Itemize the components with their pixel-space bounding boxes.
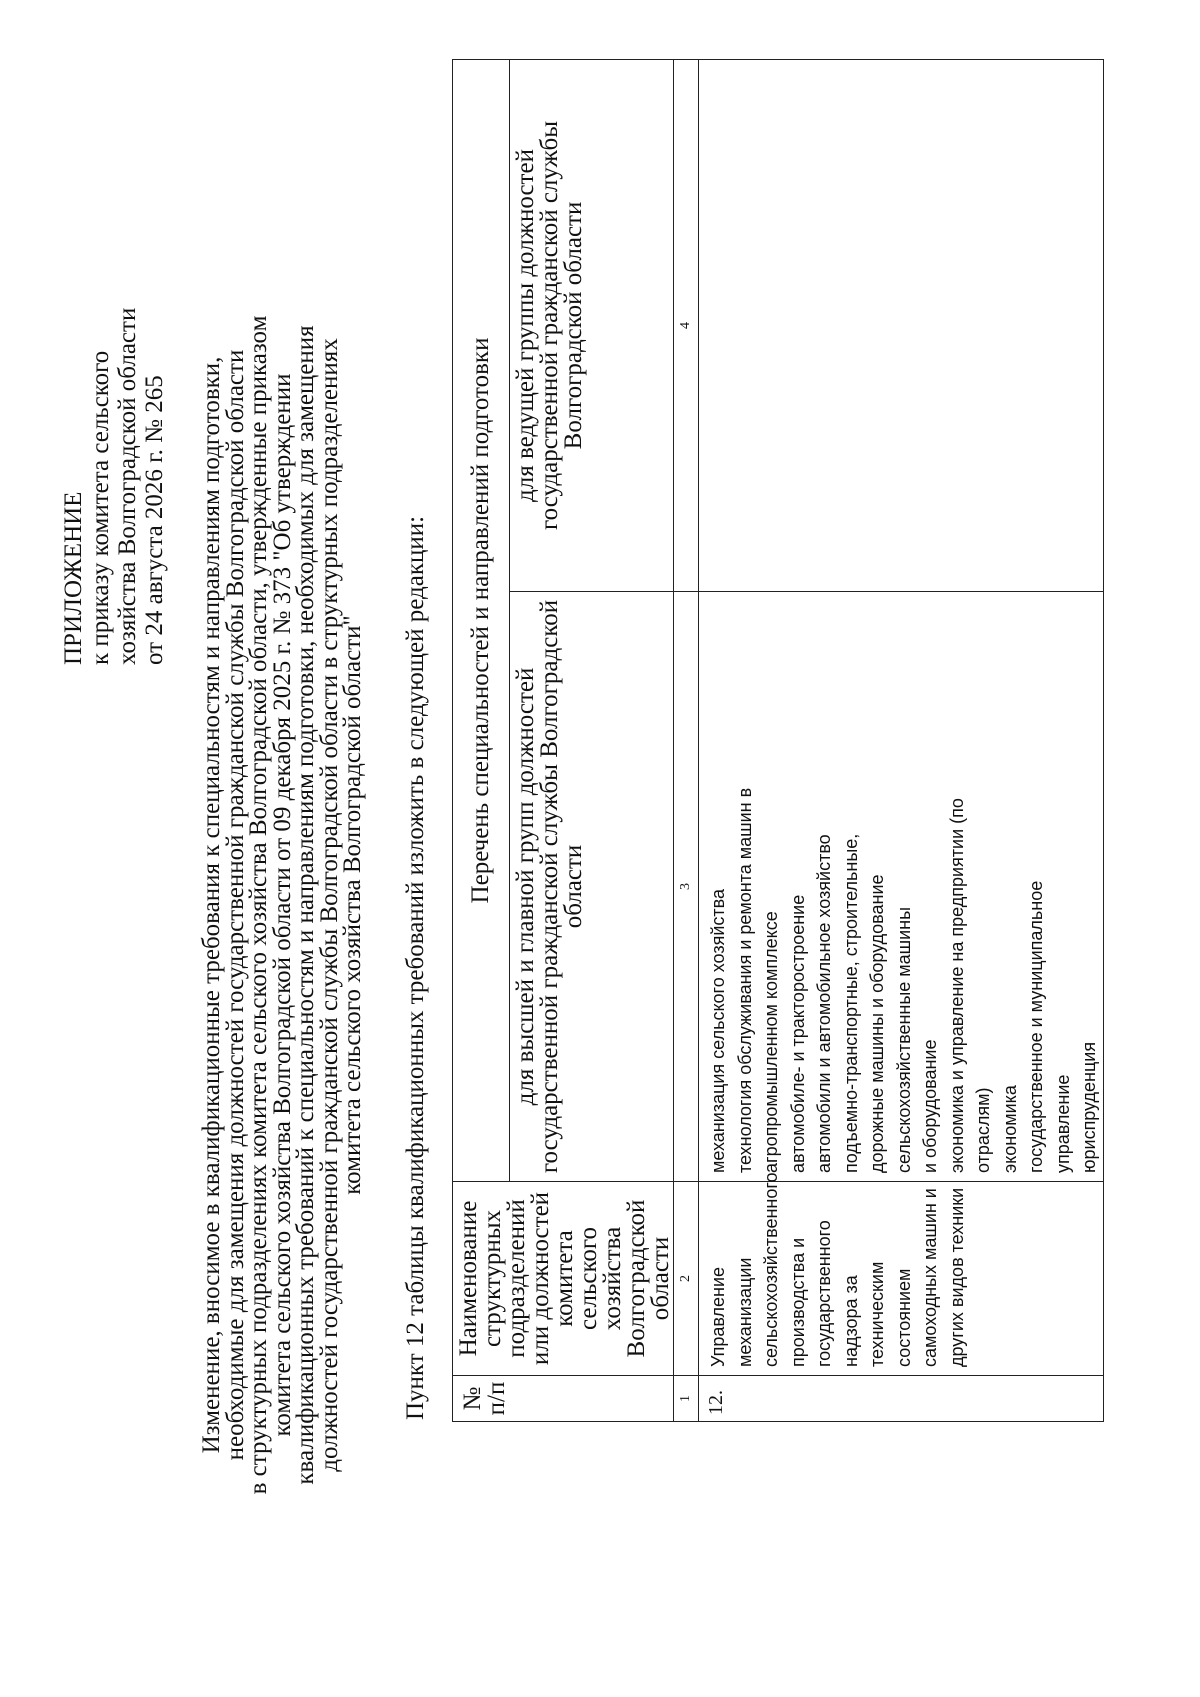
column-number: 1	[674, 1376, 699, 1422]
intro-heading	[200, 290, 365, 1520]
specialty-item: государственное и муниципальное	[1026, 880, 1046, 1173]
intro-line: комитета сельского хозяйства Волгоградской области"	[339, 615, 366, 1195]
header-higher-groups: для высшей и главной групп должностей государственной гражданской службы Волгоградской области	[509, 592, 673, 1182]
appendix-line: к приказу комитета сельского	[87, 350, 114, 665]
rotated-page	[20, 30, 1170, 1670]
intro-line: Изменение, вносимое в квалификационные требования к специальностям и направлениям подготовки,	[198, 356, 225, 1454]
specialty-item: агропромышленном комплексе	[761, 911, 781, 1173]
column-number: 4	[674, 59, 699, 591]
specialty-item: управление	[1052, 1074, 1073, 1173]
row-specialties-cell	[699, 592, 1104, 1182]
specialty-item: сельскохозяйственные машины	[893, 906, 914, 1173]
column-number: 2	[674, 1182, 699, 1376]
specialty-item: механизация сельского хозяйства	[708, 888, 728, 1173]
specialty-item: технология обслуживания и ремонта машин в	[734, 787, 755, 1173]
appendix-title: ПРИЛОЖЕНИЕ	[60, 491, 87, 665]
header-name: Наименование структурных подразделений или должностей комитета сельского хозяйства Волгоградской области	[453, 1182, 674, 1376]
specialty-item: отраслям)	[973, 1087, 993, 1173]
column-number: 3	[674, 592, 699, 1182]
intro-line: в структурных подразделениях комитета сельского хозяйства Волгоградской области, утвержденные приказом	[245, 315, 272, 1495]
row-leading-specialties-cell	[699, 59, 1104, 591]
specialty-item: автомобиле- и тракторостроение	[787, 894, 808, 1173]
specialty-item: дорожные машины и оборудование	[867, 874, 887, 1173]
specialty-item: и оборудование	[920, 1039, 940, 1173]
specialty-item: автомобили и автомобильное хозяйство	[814, 834, 834, 1173]
specialty-item: юриспруденция	[1079, 1041, 1099, 1173]
intro-line: необходимые для замещения должностей государственной гражданской службы Волгоградской области	[221, 349, 249, 1461]
point-statement: Пункт 12 таблицы квалификационных требований изложить в следующей редакции:	[402, 515, 429, 1420]
qualification-table	[452, 59, 1104, 1422]
intro-line: должностей государственной гражданской службы Волгоградской области в структурных подразделениях	[315, 338, 343, 1472]
specialty-item: подъемно-транспортные, строительные,	[840, 833, 861, 1173]
appendix-block	[60, 195, 168, 665]
specialty-item: экономика	[999, 1085, 1020, 1173]
header-num: № п/п	[453, 1376, 674, 1422]
header-leading-group: для ведущей группы должностей государственной гражданской службы Волгоградской области	[509, 59, 673, 591]
appendix-line: от 24 августа 2026 г. № 265	[141, 375, 168, 665]
header-specialties-group: Перечень специальностей и направлений подготовки	[453, 59, 510, 1181]
appendix-line: хозяйства Волгоградской области	[114, 307, 141, 665]
intro-line: комитета сельского хозяйства Волгоградской области от 09 декабря 2025 г. № 373 "Об утверждении	[268, 373, 296, 1437]
row-number: 12.	[699, 1376, 1104, 1422]
intro-line: квалификационных требований к специальностям и направлениям подготовки, необходимых для замещения	[292, 325, 319, 1485]
specialty-item: экономика и управление на предприятии (по	[946, 798, 967, 1173]
row-department-name: Управление механизации сельскохозяйственного производства и государственного надзора за техническим состоянием самоходных машин и других видов техники	[699, 1182, 1104, 1376]
